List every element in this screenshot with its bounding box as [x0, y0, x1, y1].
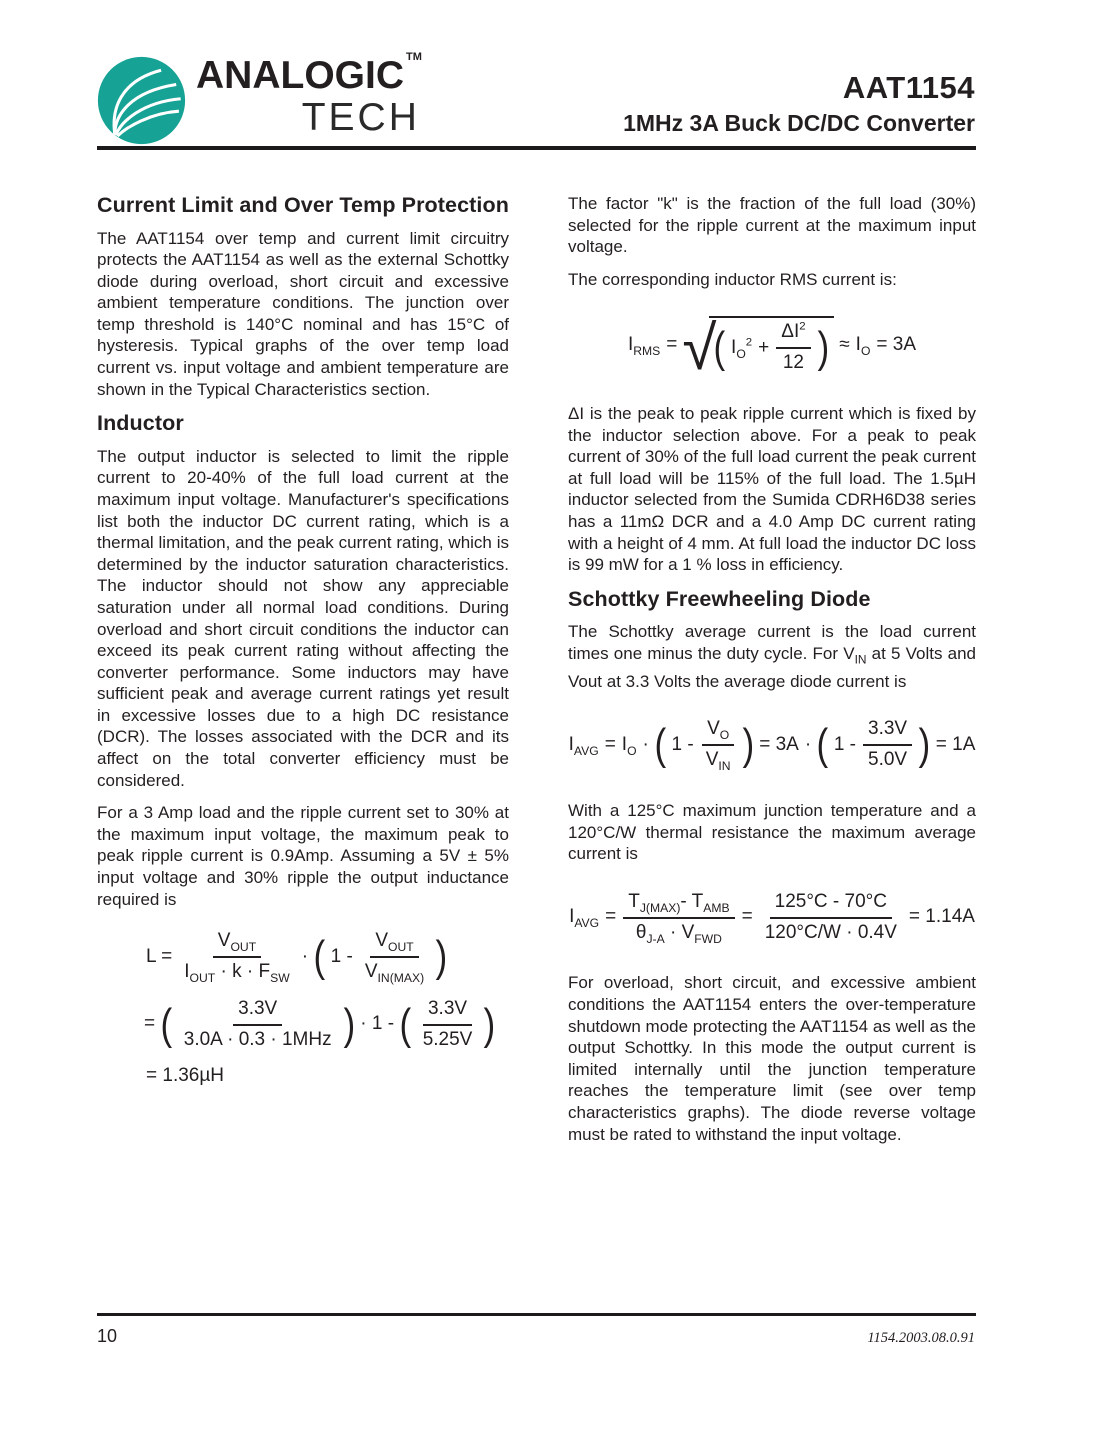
sub-ja: J-A — [646, 931, 665, 946]
fraction — [360, 930, 429, 984]
sup-2: 2 — [799, 321, 806, 334]
brand-tech: TECH — [301, 96, 420, 139]
document-id: 1154.2003.08.0.91 — [867, 1330, 975, 1346]
text-run: The Schottky average current is the load current times one minus the duty cycle. For V — [568, 622, 976, 663]
dot-vfwd: · V — [664, 921, 695, 943]
right-column — [568, 193, 976, 1156]
one-minus: 1 - — [330, 945, 353, 967]
sup-2: 2 — [745, 336, 753, 349]
fraction — [776, 321, 810, 375]
equals: = — [666, 334, 678, 356]
sub-out: OUT — [189, 970, 216, 985]
open-paren: ( — [313, 932, 326, 982]
close-paren: ) — [483, 999, 496, 1049]
sub-out: OUT — [230, 940, 257, 955]
value-thermal-denominator: 120°C/W · 0.4V — [764, 921, 897, 943]
formula-inductance-result — [97, 1065, 509, 1088]
open-paren: ( — [654, 720, 667, 770]
logo-wordmark — [196, 51, 422, 139]
left-column — [97, 193, 509, 1156]
value-temp-diff: 125°C - 70°C — [770, 891, 892, 919]
part-number: AAT1154 — [842, 70, 975, 105]
approx-sign: ≈ — [839, 334, 850, 356]
fraction — [179, 998, 337, 1052]
fraction — [701, 718, 736, 772]
section-heading-inductor: Inductor — [97, 411, 184, 436]
section-heading-schottky: Schottky Freewheeling Diode — [568, 586, 871, 611]
value-3v3: 3.3V — [863, 718, 912, 746]
one-minus: 1 - — [671, 733, 694, 755]
var-vin: V — [705, 749, 719, 771]
analogictech-logo — [97, 51, 422, 145]
formula-average-diode-current — [568, 718, 976, 772]
var-vinmax: V — [364, 961, 378, 983]
doc-subtitle: 1MHz 3A Buck DC/DC Converter — [623, 110, 975, 136]
sub-out: OUT — [388, 940, 414, 955]
dot-operator: · — [301, 945, 309, 967]
fraction — [623, 891, 734, 945]
var-iavg: I — [569, 906, 575, 928]
sub-sw: SW — [270, 970, 290, 985]
var-tjmax: T — [628, 890, 640, 912]
equals: = — [604, 733, 616, 755]
var-theta: θ — [635, 921, 647, 943]
square-root — [682, 313, 834, 383]
var-vo: V — [707, 718, 720, 740]
value-12: 12 — [782, 352, 804, 374]
fraction — [418, 998, 478, 1052]
op-k-fsw: · k · F — [215, 961, 271, 983]
dot-operator: · — [804, 733, 812, 755]
minus-tamb: - T — [680, 890, 704, 912]
footer-rule — [97, 1313, 976, 1316]
result-value: = 1A — [935, 733, 976, 755]
dot-one-minus: · 1 - — [360, 1013, 395, 1035]
close-paren: ) — [742, 720, 754, 770]
leaf-globe-icon — [97, 56, 186, 145]
brand-analogic — [196, 51, 422, 97]
sub-fwd: FWD — [694, 931, 722, 946]
dot-operator: · — [642, 733, 649, 755]
sub-jmax: J(MAX) — [639, 900, 681, 915]
equals-3a: = 3A — [759, 733, 799, 755]
paragraph-overload: For overload, short circuit, and excessive ambient conditions the AAT1154 enters the over-temperature shutdown mode protecting the AAT1154 as well as the output Schottky. In this mode the output current is limited internally until the junction temperature reaches the temperature limit (see over temp characteristics graphs). The diode reverse voltage must be rated to withstand the input voltage. — [568, 973, 976, 1144]
sub-avg: AVG — [574, 915, 600, 930]
text-run: at 5 Volts and Vout at 3.3 Volts the average diode current is — [568, 643, 976, 691]
var-iout: I — [184, 961, 190, 983]
trademark-symbol: TM — [406, 51, 422, 63]
sub-avg: AVG — [573, 743, 599, 758]
sub-o: O — [719, 728, 730, 743]
var-vout: V — [375, 930, 389, 952]
result-value: = 1.14A — [908, 906, 975, 928]
paragraph-ripple-current: ΔI is the peak to peak ripple current which is fixed by the inductor selection above. For a peak to peak current of 30% of the full load current the peak current at full load will be 115% of the full load. The 1.5µH inductor selected from the Sumida CDRH6D38 series has a 11mΩ DCR and a 4.0 Amp DC current rating with a height of 4 mm. At full load the inductor DC loss is 99 mW for a 1 % loss in efficiency. — [568, 403, 976, 575]
formula-max-average-current — [568, 891, 976, 945]
close-paren: ) — [918, 720, 931, 770]
paragraph-inductor-2: For a 3 Amp load and the ripple current set to 30% at the maximum input voltage, the maximum peak to peak ripple current is 0.9Amp. Assuming a 5V ± 5% input voltage and 30% ripple the output inductance required is — [97, 803, 509, 909]
formula-rms-current — [568, 313, 976, 383]
result-value: = 1.36µH — [146, 1065, 225, 1087]
value-5v25: 5.25V — [422, 1028, 473, 1050]
open-paren: ( — [816, 720, 829, 770]
open-paren: ( — [713, 323, 726, 373]
formula-inductance-line2 — [97, 998, 509, 1052]
paragraph-rms-intro: The corresponding inductor RMS current is: — [568, 269, 897, 289]
title-block — [623, 70, 975, 137]
formula-inductance-line1 — [97, 930, 509, 984]
open-paren: ( — [160, 999, 173, 1049]
open-paren: ( — [399, 999, 412, 1049]
sub-rms: RMS — [633, 344, 661, 359]
plus: + — [758, 336, 770, 358]
var-iavg: I — [568, 733, 574, 755]
header-rule — [97, 146, 976, 150]
close-paren: ) — [343, 999, 355, 1049]
value-3v3: 3.3V — [423, 998, 472, 1026]
sub-in: IN — [854, 652, 867, 667]
close-paren: ) — [817, 323, 829, 373]
sub-in: IN — [718, 758, 731, 773]
section-heading-current-limit: Current Limit and Over Temp Protection — [97, 193, 509, 217]
sub-o: O — [736, 346, 746, 361]
sub-o: O — [860, 344, 871, 359]
radical-sign: √ — [682, 313, 717, 383]
paragraph-current-limit: The AAT1154 over temp and current limit circuitry protects the AAT1154 as well as the external Schottky diode during overload, short circuit and excessive ambient temperature conditions. The junction over temp threshold is 140°C nominal and has 15°C of hysteresis. Typical graphs of the over temp load current vs. input voltage and ambient temperature are shown in the Typical Characteristics section. — [97, 228, 509, 399]
equals: = — [741, 906, 753, 928]
var-vout: V — [217, 930, 231, 952]
fraction — [863, 718, 912, 772]
paragraph-thermal: With a 125°C maximum junction temperature and a 120°C/W thermal resistance the maximum average current is — [568, 800, 976, 864]
result-value: = 3A — [876, 334, 917, 356]
value-3v3: 3.3V — [233, 998, 282, 1026]
sub-amb: AMB — [703, 900, 730, 915]
one-minus: 1 - — [833, 733, 857, 755]
fraction — [179, 930, 294, 984]
formula-lhs: L = — [146, 945, 173, 967]
sub-inmax: IN(MAX) — [377, 970, 425, 985]
paragraph-inductor-1: The output inductor is selected to limit the ripple current to 20-40% of the full load current at the maximum input voltage. Manufacturer's specifications list both the inductor DC current rating, which is a thermal limitation, and the peak current rating, which is determined by the inductor saturation characteristics. The inductor should not show any appreciable saturation under all normal load conditions. During overload and short circuit conditions the inductor can exceed its peak current rating without affecting the converter performance. Some inductors may have sufficient peak and average current ratings yet result in excessive losses due to a high DC resistance (DCR). The losses associated with the DCR and its affect on the total converter efficiency must be considered. — [97, 446, 509, 790]
brand-analogic-text: ANALOGIC — [196, 54, 404, 97]
paragraph-schottky — [568, 621, 976, 692]
fraction — [760, 891, 902, 945]
var-io: I — [731, 336, 737, 358]
close-paren: ) — [435, 932, 448, 982]
var-io: I — [621, 733, 628, 755]
paragraph-k-factor: The factor "k" is the fraction of the full load (30%) selected for the ripple current at the maximum input voltage. — [568, 194, 976, 257]
value-5v0: 5.0V — [868, 749, 908, 771]
var-io: I — [855, 334, 861, 356]
equals: = — [605, 906, 617, 928]
var-irms: I — [627, 334, 634, 356]
var-delta-i: ΔI — [781, 321, 800, 343]
value-denominator: 3.0A · 0.3 · 1MHz — [183, 1028, 332, 1050]
equals: = — [144, 1013, 156, 1035]
content-columns — [97, 193, 976, 1156]
page-number: 10 — [97, 1326, 118, 1346]
sub-o: O — [627, 743, 637, 758]
